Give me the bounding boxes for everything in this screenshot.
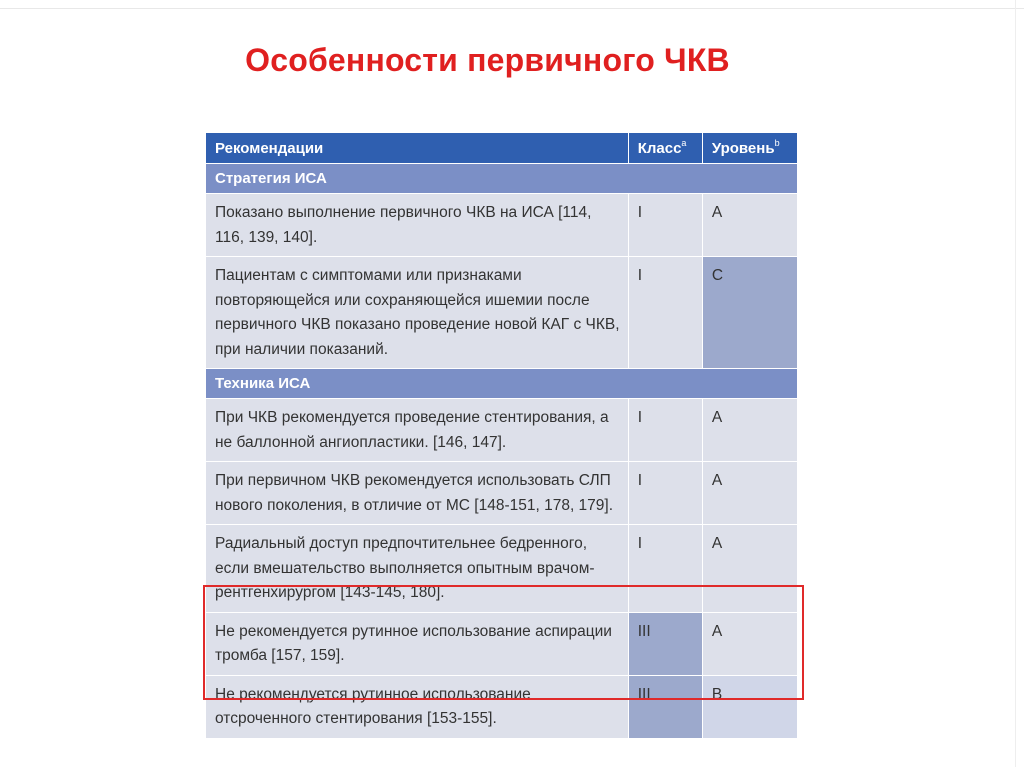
class-cell: I (628, 399, 702, 462)
slide-right-border (1015, 0, 1016, 767)
class-cell: III (628, 675, 702, 738)
section-row-technique (206, 369, 798, 399)
level-cell: B (702, 675, 797, 738)
level-cell: C (702, 257, 797, 369)
recommendation-text: Не рекомендуется рутинное использование отсроченного стентирования [153-155]. (206, 675, 629, 738)
table-row (206, 462, 798, 525)
recommendation-text: Не рекомендуется рутинное использование аспирации тромба [157, 159]. (206, 612, 629, 675)
table-row (206, 675, 798, 738)
recommendation-text: Радиальный доступ предпочтительнее бедренного, если вмешательство выполняется опытным врачом-рентгенхирургом [143-145, 180]. (206, 525, 629, 613)
slide-title: Особенности первичного ЧКВ (245, 42, 730, 78)
header-recommendations: Рекомендации (206, 133, 629, 164)
table-row (206, 399, 798, 462)
class-cell: I (628, 257, 702, 369)
header-class-footnote: a (681, 137, 687, 148)
recommendation-text: Показано выполнение первичного ЧКВ на ИСА [114, 116, 139, 140]. (206, 194, 629, 257)
table-row (206, 612, 798, 675)
level-cell: A (702, 612, 797, 675)
table-row (206, 257, 798, 369)
class-cell: I (628, 525, 702, 613)
level-cell: A (702, 525, 797, 613)
recommendation-text: При ЧКВ рекомендуется проведение стентирования, а не баллонной ангиопластики. [146, 147]. (206, 399, 629, 462)
table-row (206, 194, 798, 257)
level-cell: A (702, 399, 797, 462)
recommendation-text: При первичном ЧКВ рекомендуется использовать СЛП нового поколения, в отличие от МС [148-151, 178, 179]. (206, 462, 629, 525)
level-cell: A (702, 194, 797, 257)
header-level: Уровень$^b$ (702, 133, 797, 164)
table-header-row (206, 133, 798, 164)
class-cell: III (628, 612, 702, 675)
level-cell: A (702, 462, 797, 525)
slide-top-border (0, 0, 1024, 9)
section-row-strategy (206, 164, 798, 194)
recommendation-text: Пациентам с симптомами или признаками повторяющейся или сохраняющейся ишемии после первичного ЧКВ показано проведение новой КАГ с ЧКВ, при наличии показаний. (206, 257, 629, 369)
table-row (206, 525, 798, 613)
recommendations-table (205, 132, 798, 739)
class-cell: I (628, 462, 702, 525)
section-title: Стратегия ИСА (206, 164, 798, 194)
header-class: Класс$^a$ (628, 133, 702, 164)
header-level-footnote: b (774, 137, 780, 148)
class-cell: I (628, 194, 702, 257)
section-title: Техника ИСА (206, 369, 798, 399)
